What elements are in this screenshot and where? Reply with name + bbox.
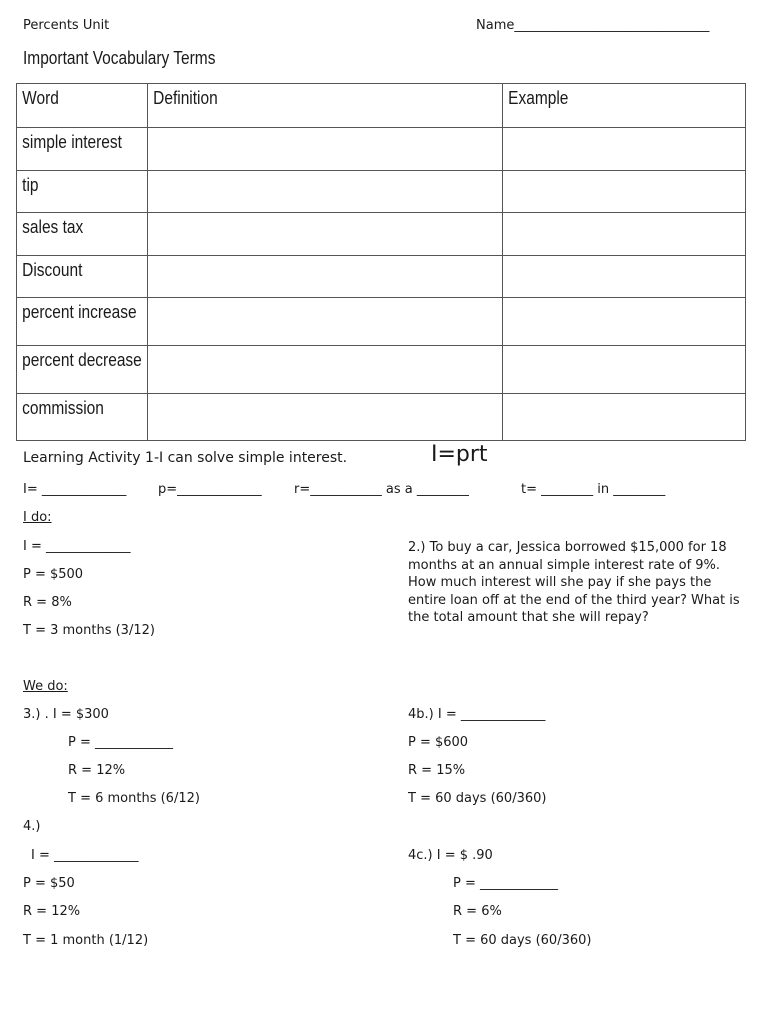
header-example: Example <box>503 84 746 128</box>
vocab-word: commission <box>17 394 148 441</box>
example-cell[interactable] <box>503 171 746 213</box>
definition-cell[interactable] <box>148 171 503 213</box>
p4c-line: T = 60 days (60/360) <box>453 933 592 948</box>
key-t[interactable]: t= ________ in ________ <box>521 482 666 497</box>
p4b-line[interactable]: 4b.) I = _____________ <box>408 707 546 722</box>
vocab-title: Important Vocabulary Terms <box>23 48 216 68</box>
vocab-word: sales tax <box>17 213 148 256</box>
table-row <box>17 346 746 394</box>
definition-cell[interactable] <box>148 298 503 346</box>
definition-cell[interactable] <box>148 128 503 171</box>
table-row <box>17 256 746 298</box>
p4b-line: P = $600 <box>408 735 469 750</box>
name-field[interactable]: Name______________________________ <box>476 18 710 33</box>
vocab-word: simple interest <box>17 128 148 171</box>
p4-line: P = $50 <box>23 876 75 891</box>
i-do-line: T = 3 months (3/12) <box>23 623 155 638</box>
vocab-word: percent increase <box>17 298 148 346</box>
example-cell[interactable] <box>503 298 746 346</box>
p4-line: R = 12% <box>23 904 81 919</box>
table-row <box>17 298 746 346</box>
vocab-word: Discount <box>17 256 148 298</box>
p3-line[interactable]: P = ____________ <box>68 735 173 750</box>
p4-line[interactable]: I = _____________ <box>31 848 139 863</box>
definition-cell[interactable] <box>148 213 503 256</box>
unit-title: Percents Unit <box>23 18 110 33</box>
definition-cell[interactable] <box>148 394 503 441</box>
p4c-line: R = 6% <box>453 904 502 919</box>
example-cell[interactable] <box>503 346 746 394</box>
example-cell[interactable] <box>503 128 746 171</box>
key-i[interactable]: I= _____________ <box>23 482 127 497</box>
i-do-line: P = $500 <box>23 567 84 582</box>
i-do-line: R = 8% <box>23 595 72 610</box>
example-cell[interactable] <box>503 213 746 256</box>
table-row <box>17 171 746 213</box>
table-row <box>17 213 746 256</box>
definition-cell[interactable] <box>148 346 503 394</box>
we-do-label: We do: <box>23 679 68 694</box>
example-cell[interactable] <box>503 394 746 441</box>
i-do-label: I do: <box>23 510 52 525</box>
example-cell[interactable] <box>503 256 746 298</box>
p4b-line: R = 15% <box>408 763 466 778</box>
i-do-line[interactable]: I = _____________ <box>23 539 131 554</box>
vocab-word: percent decrease <box>17 346 148 394</box>
p3-line: 3.) . I = $300 <box>23 707 109 722</box>
p3-line: R = 12% <box>68 763 126 778</box>
definition-cell[interactable] <box>148 256 503 298</box>
p3-line: T = 6 months (6/12) <box>68 791 200 806</box>
header-definition: Definition <box>148 84 503 128</box>
activity-title: Learning Activity 1-I can solve simple interest. <box>23 450 348 466</box>
table-row <box>17 394 746 441</box>
p4c-line: 4c.) I = $ .90 <box>408 848 493 863</box>
vocab-header-row <box>17 84 746 128</box>
table-row <box>17 128 746 171</box>
p4-line: T = 1 month (1/12) <box>23 933 149 948</box>
formula: I=prt <box>431 442 488 467</box>
p4-line: 4.) <box>23 819 41 834</box>
p4c-line[interactable]: P = ____________ <box>453 876 558 891</box>
problem-2: 2.) To buy a car, Jessica borrowed $15,000 for 18 months at an annual simple interest rate of 9%. How much interest will she pay if she pays the entire loan off at the end of the third year? What is the total amount that she will repay? <box>408 540 740 625</box>
vocab-word: tip <box>17 171 148 213</box>
vocab-table <box>16 83 746 441</box>
key-r[interactable]: r=___________ as a ________ <box>294 482 469 497</box>
p4b-line: T = 60 days (60/360) <box>408 791 547 806</box>
header-word: Word <box>17 84 148 128</box>
key-p[interactable]: p=_____________ <box>158 482 262 497</box>
